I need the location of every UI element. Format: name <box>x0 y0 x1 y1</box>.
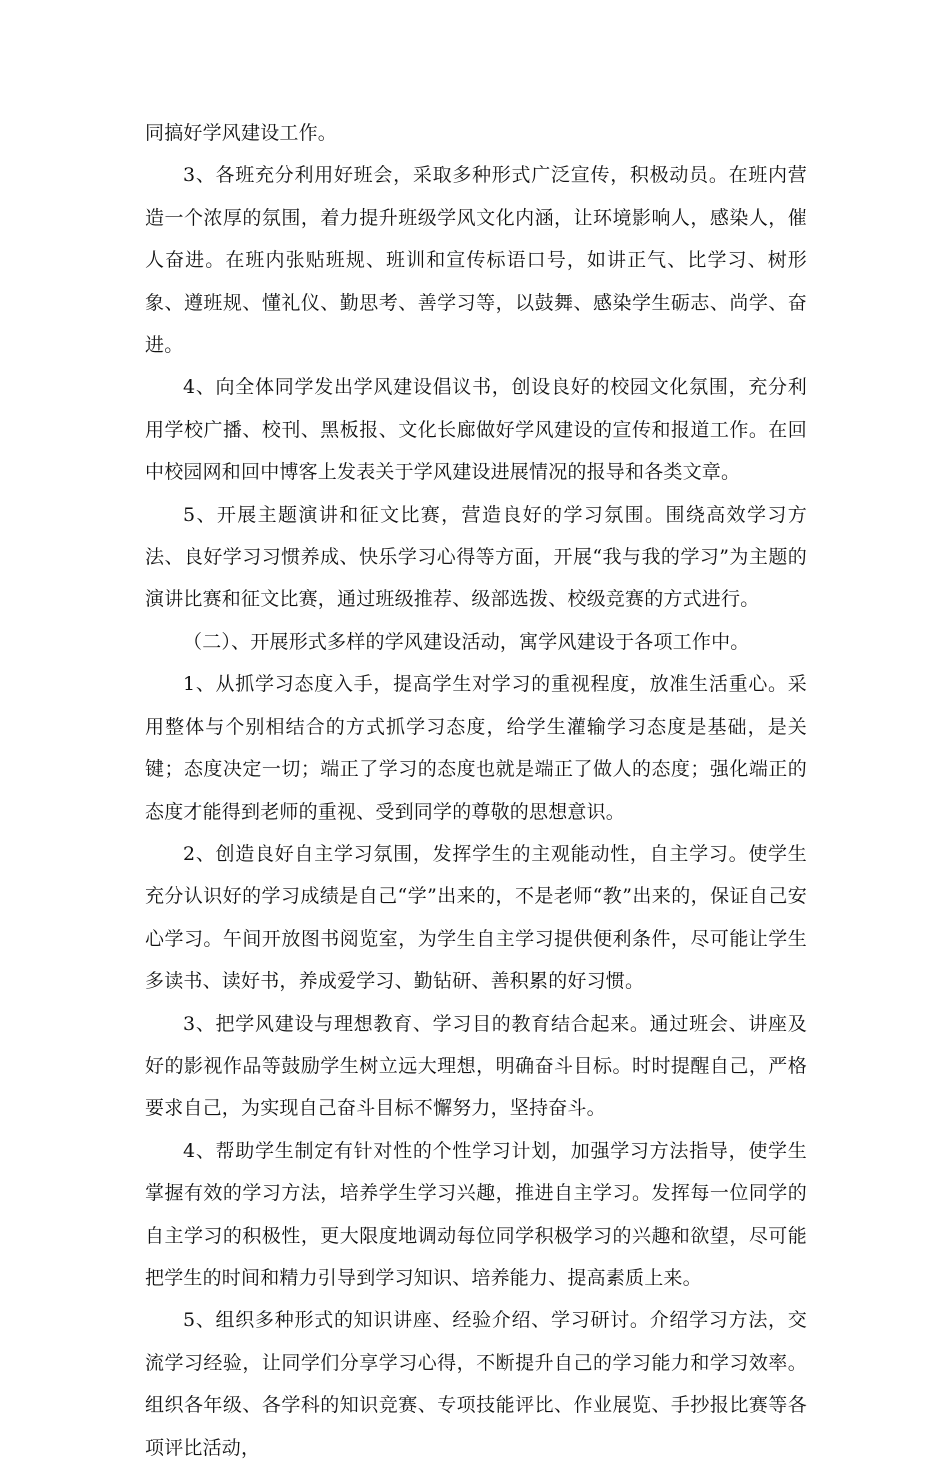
paragraph-item-3-class-meetings: 3、各班充分利用好班会，采取多种形式广泛宣传，积极动员。在班内营造一个浓厚的氛围，着力提升班级学风文化内涵，让环境影响人，感染人，催人奋进。在班内张贴班规、班训和宣传标语口号，如讲正气、比学习、树形象、遵班规、懂礼仪、勤思考、善学习等，以鼓舞、感染学生砺志、尚学、奋进。 <box>145 164 807 357</box>
paragraph-item-1-attitude: 1、从抓学习态度入手，提高学生对学习的重视程度，放准生活重心。采用整体与个别相结合的方式抓学习态度，给学生灌输学习态度是基础，是关键；态度决定一切；端正了学习的态度也就是端正了做人的态度；强化端正的态度才能得到老师的重视、受到同学的尊敬的思想意识。 <box>145 673 807 823</box>
paragraph-item-5-speech-contest: 5、开展主题演讲和征文比赛，营造良好的学习氛围。围绕高效学习方法、良好学习习惯养成、快乐学习心得等方面，开展“我与我的学习”为主题的演讲比赛和征文比赛，通过班级推荐、级部选拨、校级竞赛的方式进行。 <box>145 503 807 611</box>
paragraph-item-4-proposal: 4、向全体同学发出学风建设倡议书，创设良好的校园文化氛围，充分利用学校广播、校刊、黑板报、文化长廊做好学风建设的宣传和报道工作。在回中校园网和回中博客上发表关于学风建设进展情况的报导和各类文章。 <box>145 376 807 484</box>
paragraph-item-4-study-plan: 4、帮助学生制定有针对性的个性学习计划，加强学习方法指导，使学生掌握有效的学习方法，培养学生学习兴趣，推进自主学习。发挥每一位同学的自主学习的积极性，更大限度地调动每位同学积极学习的兴趣和欲望，尽可能把学生的时间和精力引导到学习知识、培养能力、提高素质上来。 <box>145 1139 807 1289</box>
section-heading-2: （二）、开展形式多样的学风建设活动，寓学风建设于各项工作中。 <box>183 630 750 653</box>
paragraph-item-2-self-study: 2、创造良好自主学习氛围，发挥学生的主观能动性，自主学习。使学生充分认识好的学习成绩是自己“学”出来的，不是老师“教”出来的，保证自己安心学习。午间开放图书阅览室，为学生自主学习提供便利条件，尽可能让学生多读书、读好书，养成爱学习、勤钻研、善积累的好习惯。 <box>145 842 807 993</box>
paragraph-item-3-ideals: 3、把学风建设与理想教育、学习目的教育结合起来。通过班会、讲座及好的影视作品等鼓励学生树立远大理想，明确奋斗目标。时时提醒自己，严格要求自己，为实现自己奋斗目标不懈努力，坚持奋斗。 <box>145 1012 807 1120</box>
paragraph-continuation: 同搞好学风建设工作。 <box>145 122 338 144</box>
document-body <box>145 112 807 1469</box>
paragraph-item-5-lectures: 5、组织多种形式的知识讲座、经验介绍、学习研讨。介绍学习方法，交流学习经验，让同学们分享学习心得，不断提升自己的学习能力和学习效率。组织各年级、各学科的知识竞赛、专项技能评比、作业展览、手抄报比赛等各项评比活动， <box>145 1309 807 1459</box>
